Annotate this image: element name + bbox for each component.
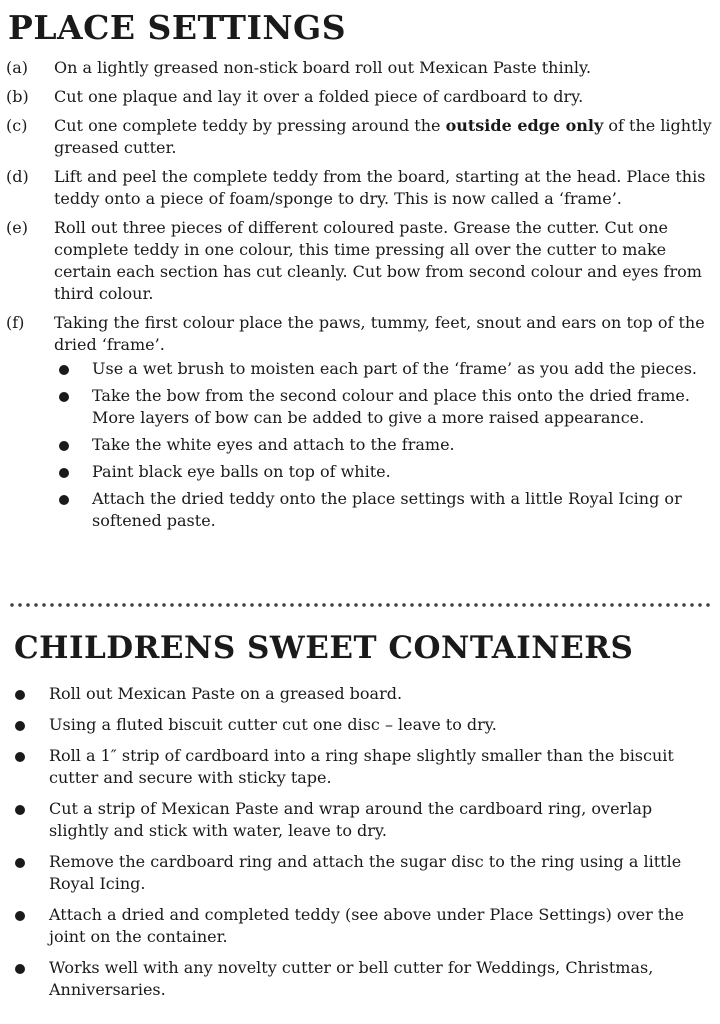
step-label: (c): [6, 116, 28, 135]
step-text: Cut one plaque and lay it over a folded piece of cardboard to dry.: [54, 87, 584, 106]
sub-bullet-text: Take the white eyes and attach to the frame.: [92, 435, 455, 454]
bullet-text: Roll a 1″ strip of cardboard into a ring shape slightly smaller than the biscuit cutter and secure with sticky tape.: [49, 746, 674, 787]
sub-bullet-text: Take the bow from the second colour and place this onto the dried frame. More layers of bow can be added to give a more raised appearance.: [92, 386, 690, 427]
bullet-text: Using a fluted biscuit cutter cut one disc – leave to dry.: [49, 715, 497, 734]
step-label: (f): [6, 313, 25, 332]
step-text-before: Cut one complete teddy by pressing around the: [54, 116, 446, 135]
sub-bullet-item: [54, 488, 712, 532]
bullet-dot-icon: [15, 911, 25, 921]
step-text: Roll out three pieces of different coloured paste. Grease the cutter. Cut one complete teddy in one colour, this time pressing all over the cutter to make certain each section has cut cleanly. Cut bow from second colour and eyes from third colour.: [54, 218, 702, 303]
bullet-text: Remove the cardboard ring and attach the sugar disc to the ring using a little Royal Icing.: [49, 852, 682, 893]
bullet-dot-icon: [59, 495, 69, 505]
step-sub-bullets: [54, 358, 712, 532]
bullet-text: Attach a dried and completed teddy (see above under Place Settings) over the joint on the container.: [49, 905, 684, 946]
step-text: On a lightly greased non-stick board roll out Mexican Paste thinly.: [54, 58, 592, 77]
step-label: (d): [6, 167, 29, 186]
bullet-item: [0, 904, 720, 948]
step-item: [0, 115, 720, 159]
bullet-dot-icon: [59, 468, 69, 478]
step-text: Taking the first colour place the paws, tummy, feet, snout and ears on top of the dried ‘frame’.: [54, 313, 705, 354]
sub-bullet-text: Attach the dried teddy onto the place settings with a little Royal Icing or softened paste.: [92, 489, 682, 530]
bullet-dot-icon: [59, 392, 69, 402]
bullet-dot-icon: [15, 805, 25, 815]
sub-bullet-text: Use a wet brush to moisten each part of the ‘frame’ as you add the pieces.: [92, 359, 698, 378]
bullet-dot-icon: [59, 441, 69, 451]
step-text: Lift and peel the complete teddy from the board, starting at the head. Place this teddy onto a piece of foam/sponge to dry. This is now called a ‘frame’.: [54, 167, 706, 208]
bullet-item: [0, 714, 720, 736]
step-text-after: of the lightly greased cutter.: [54, 116, 712, 157]
bullet-text: Cut a strip of Mexican Paste and wrap around the cardboard ring, overlap slightly and stick with water, leave to dry.: [49, 799, 653, 840]
sub-bullet-item: [54, 385, 712, 429]
step-label: (a): [6, 58, 29, 77]
section-title-sweet-containers: CHILDRENS SWEET CONTAINERS: [14, 630, 634, 666]
bullet-item: [0, 683, 720, 705]
step-item: [0, 217, 720, 305]
sweet-containers-list: [0, 683, 720, 1010]
bullet-dot-icon: [15, 964, 25, 974]
section-title-place-settings: PLACE SETTINGS: [8, 8, 347, 47]
bullet-dot-icon: [15, 721, 25, 731]
bullet-item: [0, 957, 720, 1001]
sub-bullet-item: [54, 358, 712, 380]
step-label: (e): [6, 218, 28, 237]
bullet-item: [0, 745, 720, 789]
sub-bullet-text: Paint black eye balls on top of white.: [92, 462, 391, 481]
bullet-dot-icon: [59, 365, 69, 375]
dotted-divider: [8, 600, 712, 610]
step-item: [0, 86, 720, 108]
step-label: (b): [6, 87, 29, 106]
sub-bullet-item: [54, 461, 712, 483]
bullet-dot-icon: [15, 858, 25, 868]
step-text-bold: outside edge only: [445, 116, 604, 135]
step-item: [0, 57, 720, 79]
bullet-text: Works well with any novelty cutter or bell cutter for Weddings, Christmas, Anniversaries.: [49, 958, 654, 999]
bullet-dot-icon: [15, 752, 25, 762]
place-settings-steps: [0, 57, 720, 539]
bullet-dot-icon: [15, 690, 25, 700]
bullet-text: Roll out Mexican Paste on a greased board.: [49, 684, 403, 703]
bullet-item: [0, 851, 720, 895]
bullet-item: [0, 798, 720, 842]
sub-bullet-item: [54, 434, 712, 456]
step-item: [0, 166, 720, 210]
step-item: [0, 312, 720, 532]
